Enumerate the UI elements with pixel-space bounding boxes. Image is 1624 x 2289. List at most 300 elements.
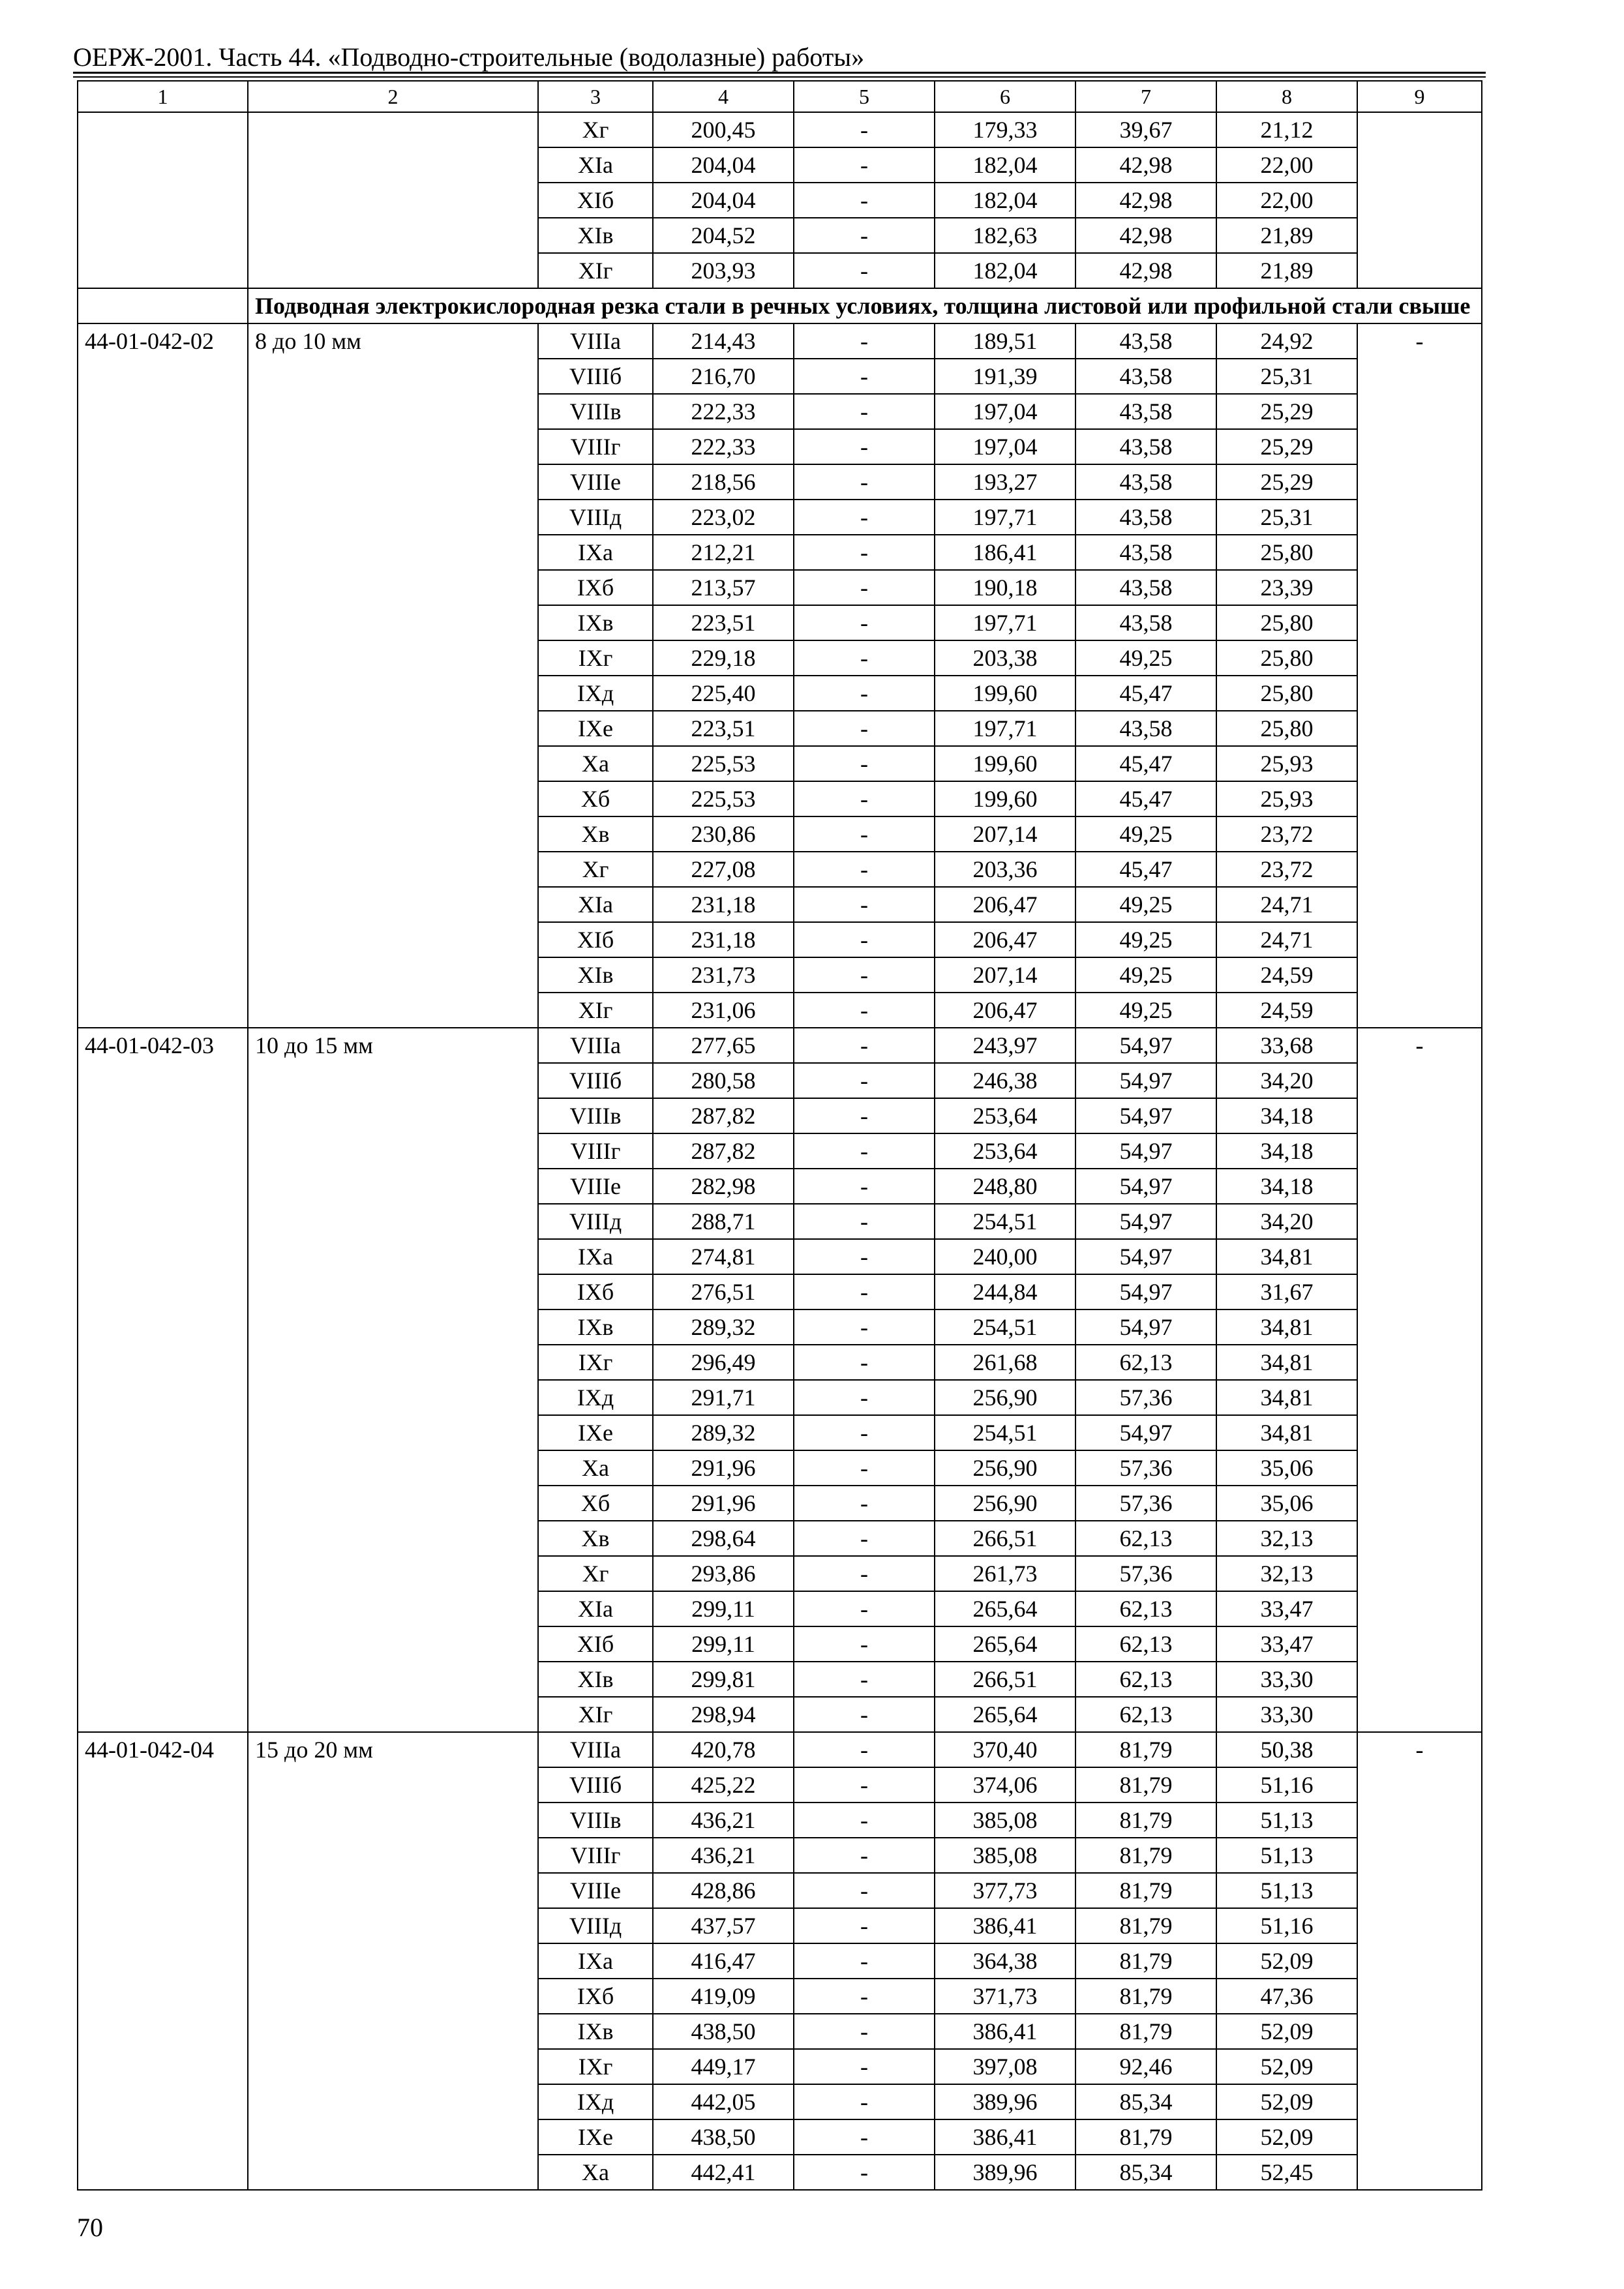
col7-cell: 54,97	[1075, 1274, 1216, 1309]
table-row	[78, 1838, 1482, 1873]
col7-cell: 42,98	[1075, 218, 1216, 253]
name-cell	[248, 535, 538, 570]
total-cost-cell: 282,98	[653, 1169, 794, 1204]
col6-cell: 266,51	[935, 1662, 1075, 1697]
total-cost-cell: 437,57	[653, 1908, 794, 1943]
code-cell	[78, 1803, 248, 1838]
class-cell: XIб	[538, 922, 653, 957]
col7-cell: 92,46	[1075, 2049, 1216, 2084]
col9-cell	[1357, 605, 1482, 640]
col6-cell: 265,64	[935, 1626, 1075, 1662]
total-cost-cell: 296,49	[653, 1345, 794, 1380]
col9-cell	[1357, 1838, 1482, 1873]
col9-cell	[1357, 1380, 1482, 1415]
code-cell	[78, 394, 248, 429]
total-cost-cell: 299,81	[653, 1662, 794, 1697]
class-cell: VIIIa	[538, 1028, 653, 1063]
class-cell: XIб	[538, 1626, 653, 1662]
col7-cell: 57,36	[1075, 1380, 1216, 1415]
table-row	[78, 570, 1482, 605]
col8-cell: 33,30	[1216, 1697, 1357, 1732]
col5-cell: -	[794, 394, 935, 429]
col8-cell: 52,09	[1216, 2049, 1357, 2084]
table-row	[78, 1345, 1482, 1380]
total-cost-cell: 449,17	[653, 2049, 794, 2084]
col5-cell: -	[794, 1803, 935, 1838]
col9-cell	[1357, 1591, 1482, 1626]
col6-cell: 248,80	[935, 1169, 1075, 1204]
class-cell: XIa	[538, 887, 653, 922]
class-cell: IXд	[538, 676, 653, 711]
table-row	[78, 1274, 1482, 1309]
class-cell: XIг	[538, 1697, 653, 1732]
col6-cell: 197,71	[935, 711, 1075, 746]
col6-cell: 256,90	[935, 1450, 1075, 1486]
class-cell: IXг	[538, 640, 653, 676]
col7-cell: 43,58	[1075, 429, 1216, 464]
total-cost-cell: 225,40	[653, 676, 794, 711]
code-cell	[78, 887, 248, 922]
col8-cell: 25,80	[1216, 640, 1357, 676]
code-cell	[78, 112, 248, 147]
col7-cell: 43,58	[1075, 535, 1216, 570]
class-cell: Xв	[538, 816, 653, 852]
col8-cell: 23,39	[1216, 570, 1357, 605]
total-cost-cell: 291,96	[653, 1486, 794, 1521]
total-cost-cell: 291,96	[653, 1450, 794, 1486]
col7-cell: 85,34	[1075, 2084, 1216, 2119]
class-cell: VIIIе	[538, 1873, 653, 1908]
total-cost-cell: 204,04	[653, 147, 794, 183]
code-cell	[78, 2119, 248, 2155]
col6-cell: 265,64	[935, 1591, 1075, 1626]
col5-cell: -	[794, 711, 935, 746]
name-cell	[248, 676, 538, 711]
col6-cell: 207,14	[935, 816, 1075, 852]
col6-cell: 385,08	[935, 1803, 1075, 1838]
col7-cell: 54,97	[1075, 1309, 1216, 1345]
table-row	[78, 1098, 1482, 1133]
col9-cell	[1357, 112, 1482, 147]
class-cell: VIIIг	[538, 1133, 653, 1169]
col7-cell: 49,25	[1075, 957, 1216, 993]
col5-cell: -	[794, 816, 935, 852]
table-row	[78, 1450, 1482, 1486]
code-cell	[78, 253, 248, 288]
col8-cell: 25,80	[1216, 535, 1357, 570]
class-cell: IXе	[538, 2119, 653, 2155]
total-cost-cell: 212,21	[653, 535, 794, 570]
table-row	[78, 640, 1482, 676]
total-cost-cell: 223,51	[653, 605, 794, 640]
col8-cell: 34,18	[1216, 1133, 1357, 1169]
total-cost-cell: 218,56	[653, 464, 794, 500]
col5-cell: -	[794, 1838, 935, 1873]
col7-cell: 43,58	[1075, 711, 1216, 746]
class-cell: Xa	[538, 1450, 653, 1486]
col8-cell: 51,16	[1216, 1908, 1357, 1943]
name-cell	[248, 394, 538, 429]
class-cell: XIв	[538, 1662, 653, 1697]
col5-cell: -	[794, 464, 935, 500]
total-cost-cell: 289,32	[653, 1415, 794, 1450]
code-cell	[78, 2049, 248, 2084]
table-row	[78, 781, 1482, 816]
total-cost-cell: 416,47	[653, 1943, 794, 1979]
col5-cell: -	[794, 676, 935, 711]
class-cell: IXе	[538, 1415, 653, 1450]
name-cell	[248, 1063, 538, 1098]
table-row	[78, 323, 1482, 359]
class-cell: VIIIе	[538, 464, 653, 500]
col8-cell: 33,47	[1216, 1626, 1357, 1662]
col7-cell: 62,13	[1075, 1626, 1216, 1662]
col8-cell: 25,29	[1216, 394, 1357, 429]
table-row	[78, 1521, 1482, 1556]
col5-cell: -	[794, 429, 935, 464]
class-cell: VIIIa	[538, 323, 653, 359]
col8-cell: 34,81	[1216, 1345, 1357, 1380]
class-cell: IXa	[538, 1239, 653, 1274]
col5-cell: -	[794, 605, 935, 640]
name-cell	[248, 218, 538, 253]
col5-cell: -	[794, 1662, 935, 1697]
col5-cell: -	[794, 993, 935, 1028]
col7-cell: 43,58	[1075, 464, 1216, 500]
col7-cell: 54,97	[1075, 1204, 1216, 1239]
col5-cell: -	[794, 253, 935, 288]
col8-cell: 52,09	[1216, 2014, 1357, 2049]
class-cell: IXд	[538, 1380, 653, 1415]
total-cost-cell: 420,78	[653, 1732, 794, 1767]
col8-cell: 31,67	[1216, 1274, 1357, 1309]
name-cell	[248, 1345, 538, 1380]
code-cell	[78, 1133, 248, 1169]
total-cost-cell: 277,65	[653, 1028, 794, 1063]
total-cost-cell: 425,22	[653, 1767, 794, 1803]
table-row	[78, 359, 1482, 394]
col9-cell	[1357, 1415, 1482, 1450]
table-row	[78, 1767, 1482, 1803]
col6-cell: 265,64	[935, 1697, 1075, 1732]
col6-cell: 256,90	[935, 1380, 1075, 1415]
table-row	[78, 1556, 1482, 1591]
col6-cell: 256,90	[935, 1486, 1075, 1521]
code-cell	[78, 1591, 248, 1626]
code-cell	[78, 1662, 248, 1697]
table-row	[78, 218, 1482, 253]
col9-cell	[1357, 429, 1482, 464]
class-cell: Xa	[538, 746, 653, 781]
col7-cell: 43,58	[1075, 500, 1216, 535]
table-row	[78, 1169, 1482, 1204]
class-cell: IXв	[538, 605, 653, 640]
col7-cell: 81,79	[1075, 2119, 1216, 2155]
col5-cell: -	[794, 887, 935, 922]
col7-cell: 62,13	[1075, 1697, 1216, 1732]
col7-cell: 45,47	[1075, 852, 1216, 887]
class-cell: XIa	[538, 147, 653, 183]
table-row	[78, 147, 1482, 183]
total-cost-cell: 299,11	[653, 1591, 794, 1626]
col9-cell	[1357, 1908, 1482, 1943]
total-cost-cell: 227,08	[653, 852, 794, 887]
col5-cell: -	[794, 852, 935, 887]
class-cell: XIг	[538, 253, 653, 288]
name-cell	[248, 746, 538, 781]
col8-cell: 34,20	[1216, 1204, 1357, 1239]
table-row	[78, 1803, 1482, 1838]
col5-cell: -	[794, 1098, 935, 1133]
table-row	[78, 112, 1482, 147]
col7-cell: 81,79	[1075, 1873, 1216, 1908]
col6-cell: 246,38	[935, 1063, 1075, 1098]
col9-cell	[1357, 852, 1482, 887]
total-cost-cell: 200,45	[653, 112, 794, 147]
class-cell: VIIIг	[538, 429, 653, 464]
total-cost-cell: 231,18	[653, 887, 794, 922]
code-cell	[78, 816, 248, 852]
name-cell	[248, 711, 538, 746]
column-header-5: 5	[794, 81, 935, 112]
class-cell: VIIIг	[538, 1838, 653, 1873]
col9-cell	[1357, 394, 1482, 429]
col7-cell: 57,36	[1075, 1450, 1216, 1486]
col5-cell: -	[794, 1521, 935, 1556]
col5-cell: -	[794, 1415, 935, 1450]
col8-cell: 34,81	[1216, 1415, 1357, 1450]
col6-cell: 397,08	[935, 2049, 1075, 2084]
col9-cell	[1357, 1873, 1482, 1908]
name-cell	[248, 2119, 538, 2155]
class-cell: IXд	[538, 2084, 653, 2119]
section-code-cell	[78, 288, 248, 323]
col8-cell: 51,13	[1216, 1803, 1357, 1838]
col9-cell	[1357, 781, 1482, 816]
total-cost-cell: 230,86	[653, 816, 794, 852]
table-row	[78, 922, 1482, 957]
class-cell: VIIIб	[538, 1767, 653, 1803]
col7-cell: 62,13	[1075, 1662, 1216, 1697]
col5-cell: -	[794, 2155, 935, 2190]
code-cell	[78, 500, 248, 535]
code-cell	[78, 359, 248, 394]
col6-cell: 190,18	[935, 570, 1075, 605]
col9-cell	[1357, 1521, 1482, 1556]
col6-cell: 182,04	[935, 183, 1075, 218]
code-cell	[78, 1697, 248, 1732]
class-cell: Xб	[538, 781, 653, 816]
col5-cell: -	[794, 183, 935, 218]
col9-cell	[1357, 1309, 1482, 1345]
class-cell: VIIIб	[538, 359, 653, 394]
name-cell	[248, 1169, 538, 1204]
col9-cell	[1357, 1803, 1482, 1838]
col8-cell: 52,09	[1216, 1943, 1357, 1979]
name-cell	[248, 112, 538, 147]
total-cost-cell: 298,94	[653, 1697, 794, 1732]
col7-cell: 49,25	[1075, 887, 1216, 922]
col8-cell: 24,59	[1216, 957, 1357, 993]
col9-cell	[1357, 1098, 1482, 1133]
col9-cell	[1357, 1662, 1482, 1697]
code-cell	[78, 1380, 248, 1415]
name-cell	[248, 1239, 538, 1274]
col5-cell: -	[794, 1380, 935, 1415]
class-cell: IXе	[538, 711, 653, 746]
name-cell	[248, 1098, 538, 1133]
code-cell	[78, 1486, 248, 1521]
col8-cell: 22,00	[1216, 183, 1357, 218]
col7-cell: 54,97	[1075, 1028, 1216, 1063]
column-header-8: 8	[1216, 81, 1357, 112]
col6-cell: 253,64	[935, 1133, 1075, 1169]
col8-cell: 33,47	[1216, 1591, 1357, 1626]
total-cost-cell: 287,82	[653, 1098, 794, 1133]
name-cell	[248, 2084, 538, 2119]
col7-cell: 45,47	[1075, 676, 1216, 711]
section-row	[78, 288, 1482, 323]
total-cost-cell: 274,81	[653, 1239, 794, 1274]
col6-cell: 240,00	[935, 1239, 1075, 1274]
table-row	[78, 2049, 1482, 2084]
col6-cell: 377,73	[935, 1873, 1075, 1908]
rates-table-container	[77, 80, 1482, 2191]
col5-cell: -	[794, 218, 935, 253]
col8-cell: 23,72	[1216, 816, 1357, 852]
code-cell	[78, 147, 248, 183]
table-row	[78, 2155, 1482, 2190]
col8-cell: 34,20	[1216, 1063, 1357, 1098]
col8-cell: 24,59	[1216, 993, 1357, 1028]
col9-cell	[1357, 464, 1482, 500]
name-cell	[248, 2049, 538, 2084]
col5-cell: -	[794, 1274, 935, 1309]
table-row	[78, 993, 1482, 1028]
table-row	[78, 746, 1482, 781]
class-cell: IXa	[538, 1943, 653, 1979]
col9-cell	[1357, 147, 1482, 183]
page-header-title: ОЕРЖ-2001. Часть 44. «Подводно-строительные (водолазные) работы»	[73, 42, 865, 72]
col8-cell: 47,36	[1216, 1979, 1357, 2014]
col5-cell: -	[794, 1028, 935, 1063]
col5-cell: -	[794, 2119, 935, 2155]
col7-cell: 81,79	[1075, 1803, 1216, 1838]
col7-cell: 62,13	[1075, 1521, 1216, 1556]
col8-cell: 34,18	[1216, 1169, 1357, 1204]
col6-cell: 243,97	[935, 1028, 1075, 1063]
table-row	[78, 1943, 1482, 1979]
col5-cell: -	[794, 2014, 935, 2049]
col8-cell: 24,71	[1216, 922, 1357, 957]
col8-cell: 35,06	[1216, 1450, 1357, 1486]
column-header-3: 3	[538, 81, 653, 112]
name-cell	[248, 147, 538, 183]
col7-cell: 62,13	[1075, 1591, 1216, 1626]
class-cell: IXг	[538, 2049, 653, 2084]
col6-cell: 182,04	[935, 147, 1075, 183]
code-cell: 44-01-042-02	[78, 323, 248, 359]
col6-cell: 203,38	[935, 640, 1075, 676]
table-row	[78, 1486, 1482, 1521]
col9-cell	[1357, 2084, 1482, 2119]
table-row	[78, 852, 1482, 887]
col6-cell: 206,47	[935, 922, 1075, 957]
col6-cell: 197,71	[935, 605, 1075, 640]
col8-cell: 34,81	[1216, 1239, 1357, 1274]
col5-cell: -	[794, 1943, 935, 1979]
total-cost-cell: 222,33	[653, 394, 794, 429]
table-row	[78, 605, 1482, 640]
col6-cell: 193,27	[935, 464, 1075, 500]
col6-cell: 261,68	[935, 1345, 1075, 1380]
column-header-row	[78, 81, 1482, 112]
class-cell: VIIIв	[538, 394, 653, 429]
class-cell: XIб	[538, 183, 653, 218]
col9-cell	[1357, 816, 1482, 852]
col9-cell	[1357, 1169, 1482, 1204]
column-header-9: 9	[1357, 81, 1482, 112]
total-cost-cell: 298,64	[653, 1521, 794, 1556]
class-cell: XIг	[538, 993, 653, 1028]
table-row	[78, 1979, 1482, 2014]
table-row	[78, 1873, 1482, 1908]
class-cell: Xг	[538, 852, 653, 887]
col7-cell: 49,25	[1075, 816, 1216, 852]
total-cost-cell: 231,73	[653, 957, 794, 993]
col5-cell: -	[794, 2084, 935, 2119]
name-cell	[248, 922, 538, 957]
name-cell	[248, 852, 538, 887]
col7-cell: 81,79	[1075, 1979, 1216, 2014]
column-header-4: 4	[653, 81, 794, 112]
class-cell: IXб	[538, 1979, 653, 2014]
total-cost-cell: 223,02	[653, 500, 794, 535]
col8-cell: 25,29	[1216, 464, 1357, 500]
table-row	[78, 1415, 1482, 1450]
name-cell	[248, 781, 538, 816]
col6-cell: 389,96	[935, 2084, 1075, 2119]
name-cell	[248, 887, 538, 922]
total-cost-cell: 231,18	[653, 922, 794, 957]
col7-cell: 85,34	[1075, 2155, 1216, 2190]
code-cell	[78, 2155, 248, 2190]
col8-cell: 34,81	[1216, 1380, 1357, 1415]
table-row	[78, 394, 1482, 429]
total-cost-cell: 213,57	[653, 570, 794, 605]
col5-cell: -	[794, 1486, 935, 1521]
col6-cell: 385,08	[935, 1838, 1075, 1873]
column-header-2: 2	[248, 81, 538, 112]
col8-cell: 51,13	[1216, 1838, 1357, 1873]
total-cost-cell: 291,71	[653, 1380, 794, 1415]
col5-cell: -	[794, 1767, 935, 1803]
column-header-6: 6	[935, 81, 1075, 112]
name-cell	[248, 1697, 538, 1732]
col9-cell	[1357, 711, 1482, 746]
name-cell	[248, 1486, 538, 1521]
col9-cell	[1357, 746, 1482, 781]
class-cell: IXб	[538, 570, 653, 605]
col9-cell	[1357, 1943, 1482, 1979]
col7-cell: 43,58	[1075, 570, 1216, 605]
name-cell	[248, 1873, 538, 1908]
col6-cell: 206,47	[935, 887, 1075, 922]
col6-cell: 197,04	[935, 429, 1075, 464]
code-cell	[78, 1838, 248, 1873]
col8-cell: 25,93	[1216, 781, 1357, 816]
col8-cell: 51,16	[1216, 1767, 1357, 1803]
